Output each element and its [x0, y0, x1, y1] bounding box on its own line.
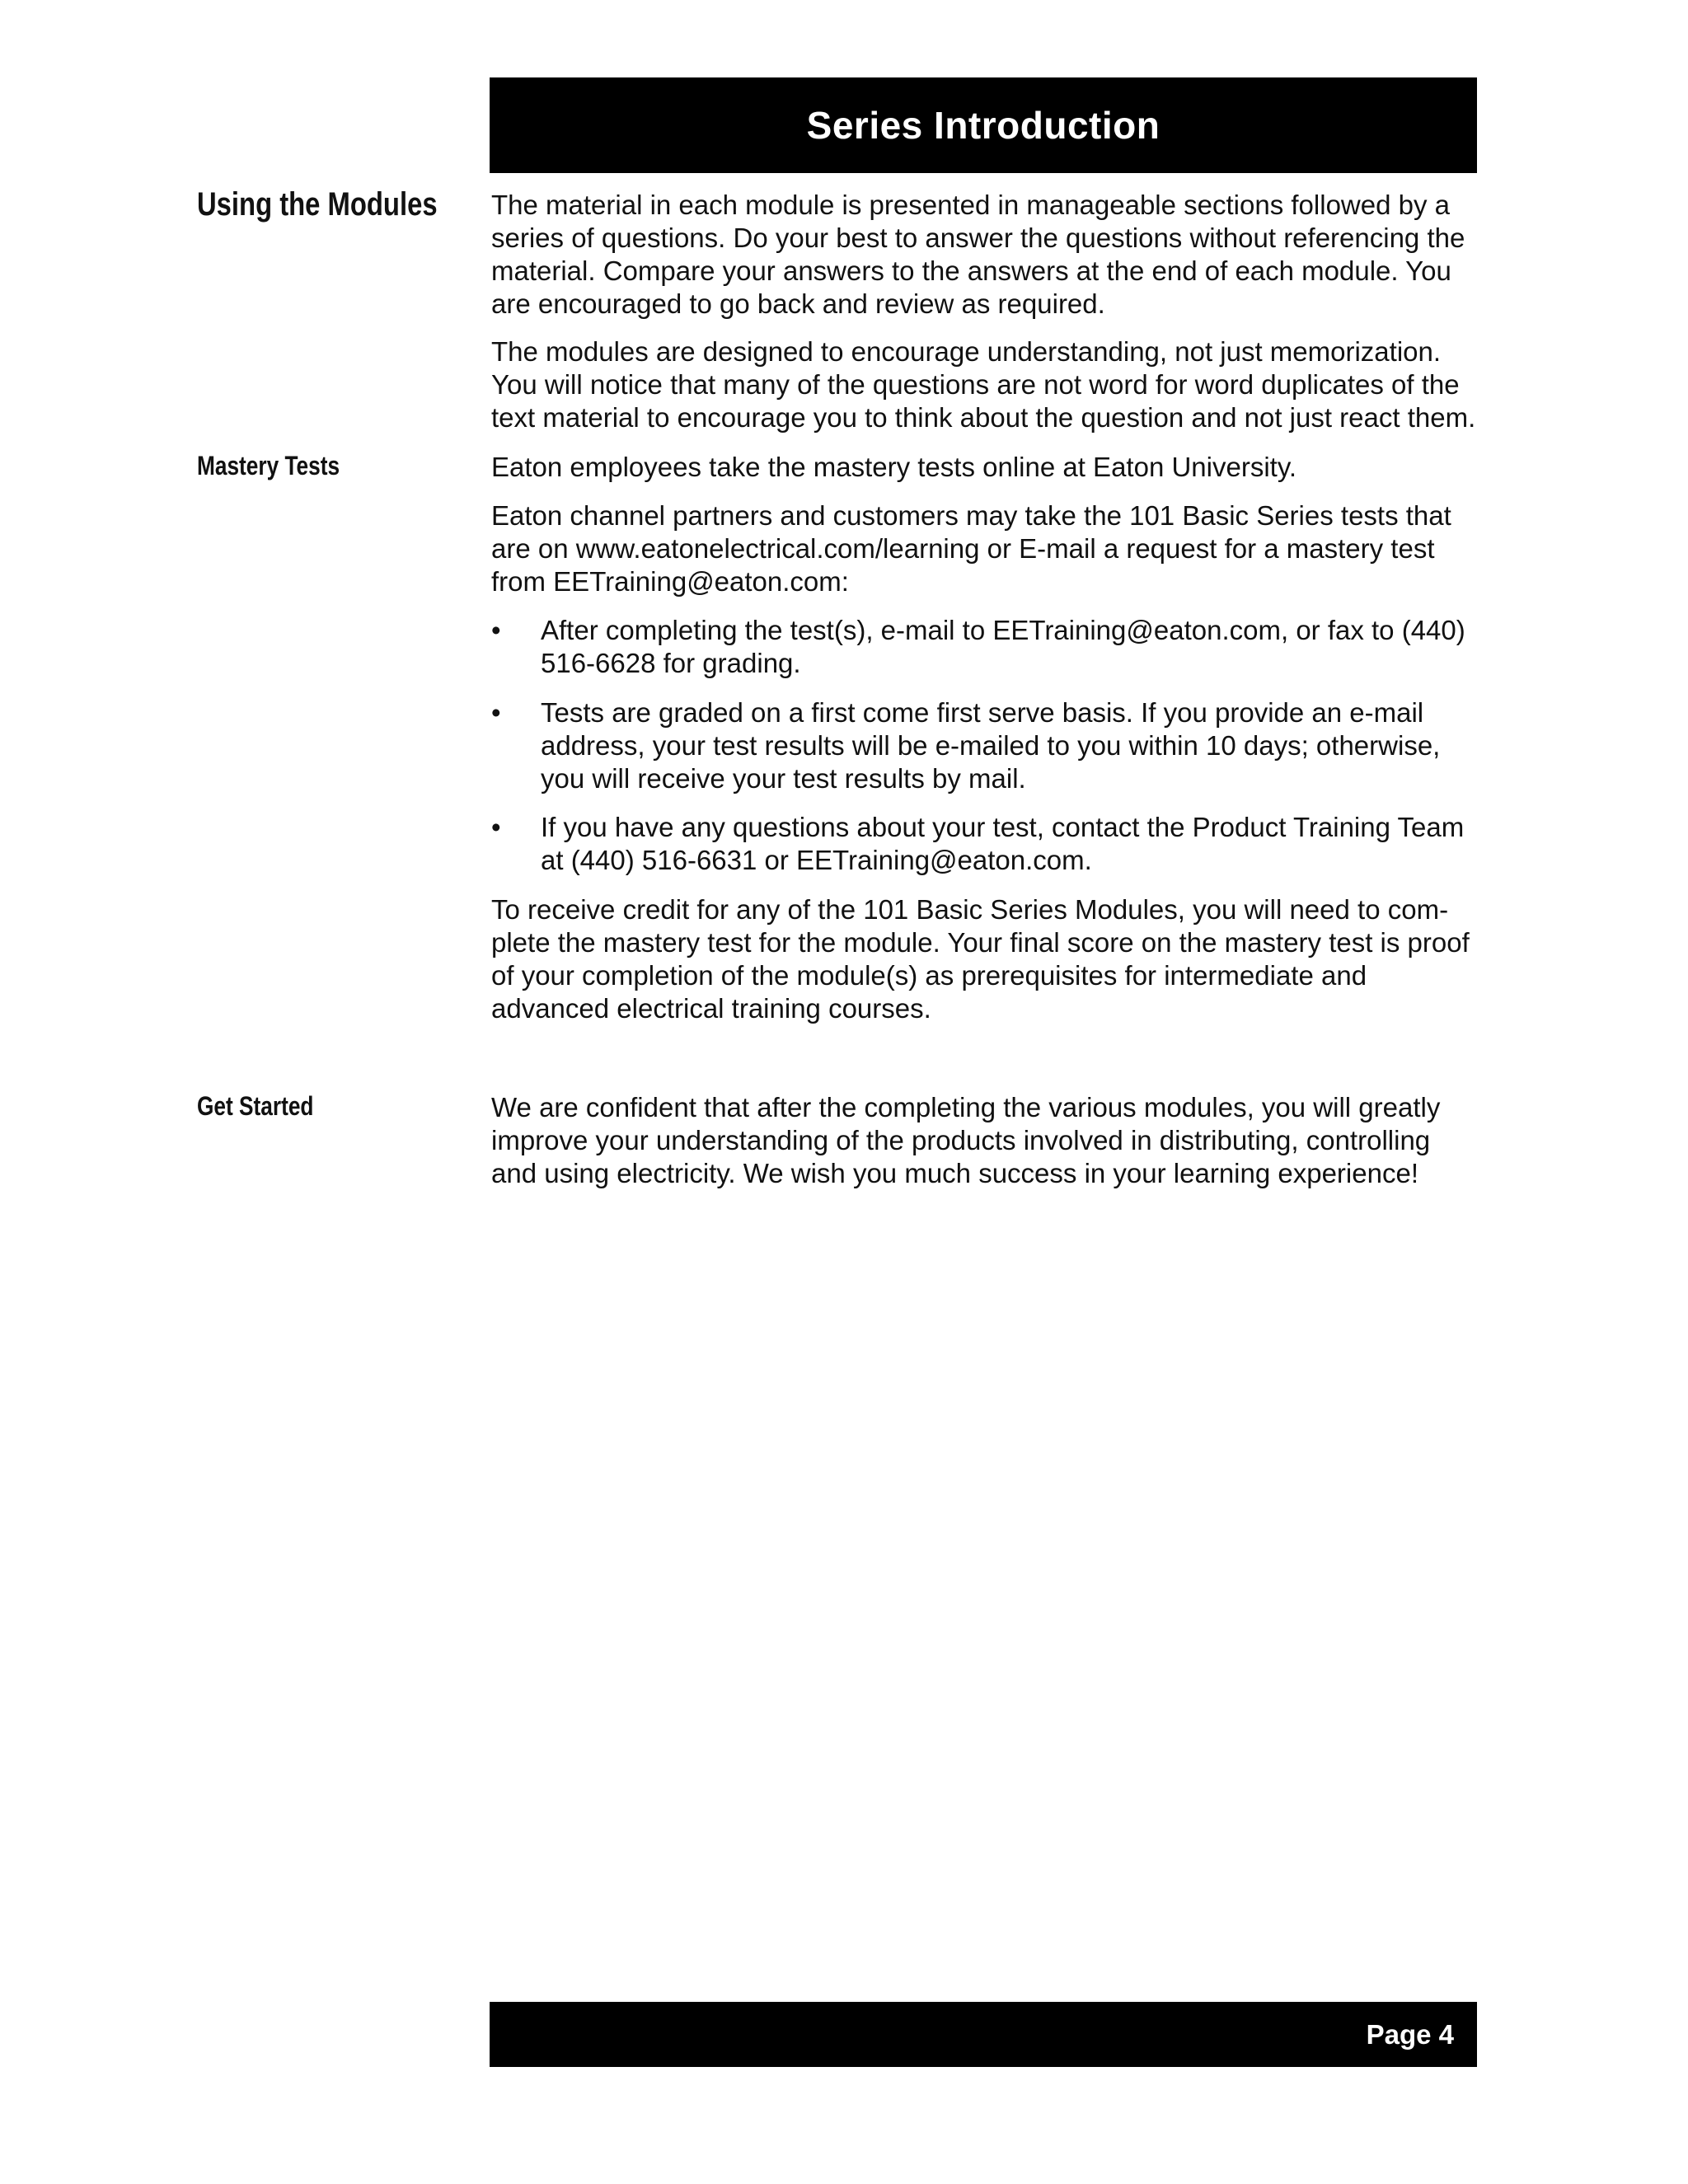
text-line: advanced electrical training courses. [491, 993, 931, 1024]
text-line: of your completion of the module(s) as prerequisites for intermediate and [491, 960, 1367, 991]
text-line: address, your test results will be e-mailed to you within 10 days; otherwise, [541, 730, 1441, 761]
text-line: To receive credit for any of the 101 Basic Series Modules, you will need to com- [491, 894, 1449, 925]
header-bar [490, 77, 1477, 173]
mastery-paragraph-2 [491, 499, 1480, 598]
bullet-icon: • [491, 615, 501, 645]
bullet-icon: • [491, 812, 501, 842]
text-line: at (440) 516-6631 or EETraining@eaton.com. [541, 845, 1092, 875]
text-line: After completing the test(s), e-mail to EETraining@eaton.com, or fax to (440) [541, 615, 1465, 645]
page-title: Series Introduction [806, 104, 1160, 147]
text-line: are encouraged to go back and review as required. [491, 288, 1105, 319]
text-line: We are confident that after the completing the various modules, you will greatly [491, 1092, 1441, 1122]
footer-bar [490, 2002, 1477, 2067]
text-line: plete the mastery test for the module. Your final score on the mastery test is proof [491, 927, 1470, 958]
text-line: series of questions. Do your best to answer the questions without referencing the [491, 223, 1465, 253]
mastery-paragraph-1 [491, 451, 1480, 484]
text-line: are on www.eatonelectrical.com/learning or E-mail a request for a mastery test [491, 533, 1435, 564]
text-line: and using electricity. We wish you much success in your learning experience! [491, 1158, 1418, 1188]
text-line: improve your understanding of the products involved in distributing, controlling [491, 1125, 1431, 1155]
text-line: from EETraining@eaton.com: [491, 566, 849, 597]
text-line: 516-6628 for grading. [541, 648, 801, 678]
mastery-paragraph-3 [491, 893, 1480, 1025]
bullet-icon: • [491, 697, 501, 728]
text-line: You will notice that many of the questions are not word for word duplicates of the [491, 369, 1460, 400]
text-line: you will receive your test results by mail. [541, 763, 1026, 794]
using-paragraph-2 [491, 335, 1480, 434]
text-line: The modules are designed to encourage understanding, not just memorization. [491, 336, 1442, 367]
page-number: Page 4 [1366, 2019, 1454, 2050]
text-line: The material in each module is presented in manageable sections followed by a [491, 190, 1451, 220]
text-line: Eaton employees take the mastery tests online at Eaton University. [491, 452, 1297, 482]
section-heading-using-modules: Using the Modules [197, 186, 438, 223]
text-line: Tests are graded on a first come first serve basis. If you provide an e-mail [541, 697, 1424, 728]
section-heading-mastery-tests: Mastery Tests [197, 451, 340, 480]
text-line: text material to encourage you to think about the question and not just react them. [491, 402, 1476, 433]
text-line: material. Compare your answers to the answers at the end of each module. You [491, 255, 1451, 286]
text-line: If you have any questions about your test, contact the Product Training Team [541, 812, 1465, 842]
using-paragraph-1 [491, 189, 1480, 321]
section-heading-get-started: Get Started [197, 1091, 314, 1121]
text-line: Eaton channel partners and customers may take the 101 Basic Series tests that [491, 500, 1451, 531]
get-started-paragraph [491, 1091, 1480, 1190]
